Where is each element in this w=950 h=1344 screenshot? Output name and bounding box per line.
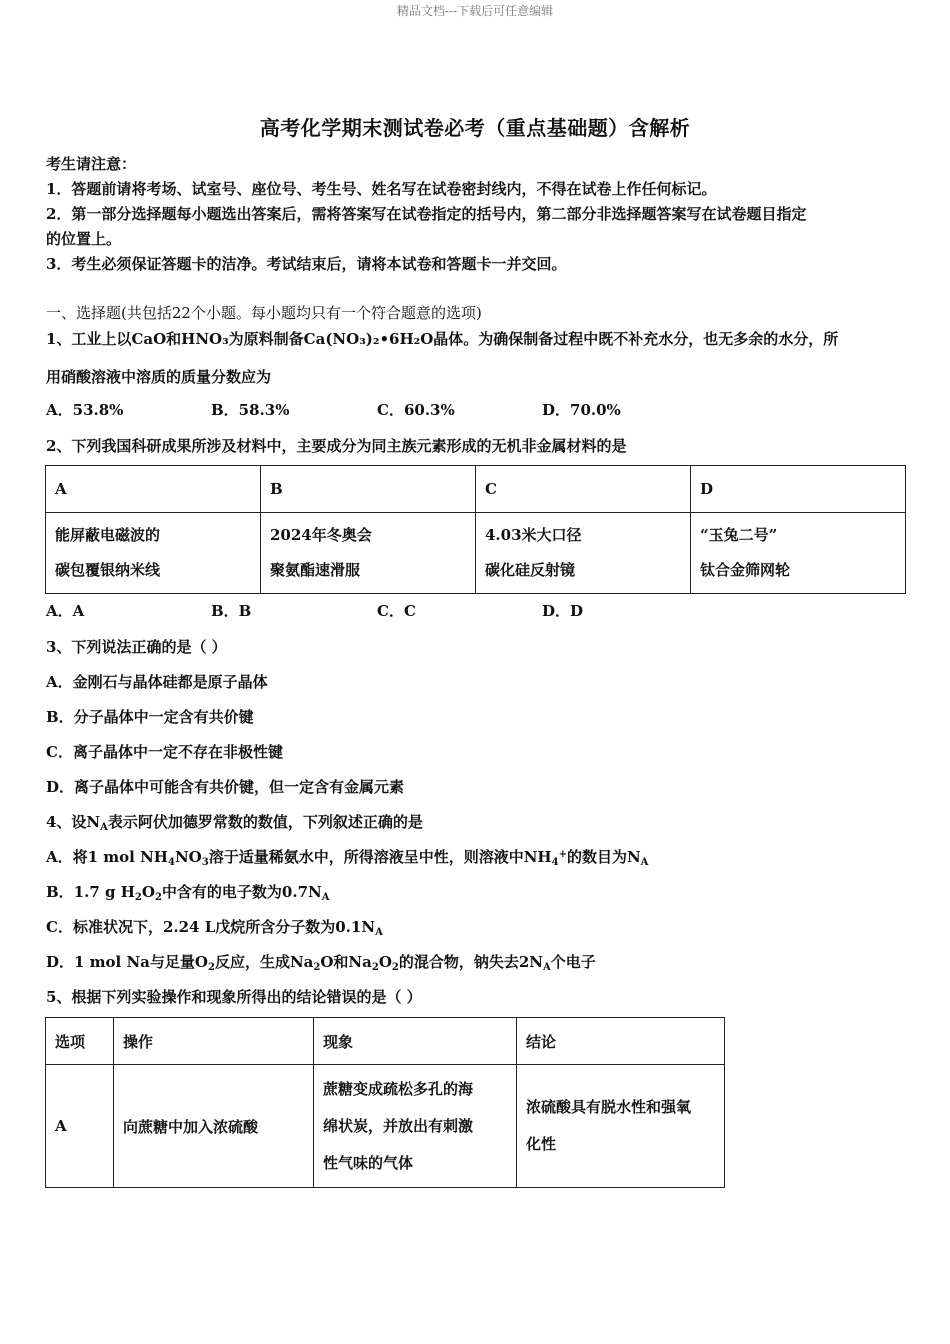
q2-option-b: B．B	[211, 602, 252, 620]
q2-stem: 2、下列我国科研成果所涉及材料中，主要成分为同主族元素形成的无机非金属材料的是	[46, 437, 627, 455]
q2-cell-b-line1: 2024年冬奥会	[270, 526, 372, 544]
q1-stem-cont: 用硝酸溶液中溶质的质量分数应为	[46, 368, 272, 386]
q2-header-b: B	[261, 466, 476, 513]
q2-option-c: C．C	[377, 602, 416, 620]
notice-item-3: 3．考生必须保证答题卡的洁净。考试结束后，请将本试卷和答题卡一并交回。	[46, 255, 567, 273]
q3-stem: 3、下列说法正确的是（ ）	[46, 638, 227, 656]
q5-row-phenomenon	[314, 1065, 517, 1188]
q2-cell-d-line2: 钛合金筛网轮	[700, 561, 791, 579]
q2-cell-c	[476, 513, 691, 594]
q4-option-c: C．标准状况下，2.24 L戊烷所含分子数为$0.1N_A$	[46, 918, 383, 938]
q2-cell-a	[46, 513, 261, 594]
q4-stem: 4、设$N_A$表示阿伏加德罗常数的数值，下列叙述正确的是	[46, 813, 423, 833]
q5-stem: 5、根据下列实验操作和现象所得出的结论错误的是（ ）	[46, 988, 422, 1006]
q2-cell-c-line2: 碳化硅反射镜	[485, 561, 576, 579]
q2-cell-a-line1: 能屏蔽电磁波的	[55, 526, 161, 544]
page-title: 高考化学期末测试卷必考（重点基础题）含解析	[259, 116, 691, 140]
q2-option-a: A．A	[46, 602, 85, 620]
q2-cell-a-line2: 碳包覆银纳米线	[55, 561, 161, 579]
q3-option-b: B．分子晶体中一定含有共价键	[46, 708, 254, 726]
q2-header-d: D	[691, 466, 906, 513]
q5-header-phenomenon: 现象	[314, 1018, 517, 1065]
q5-row-option: A	[46, 1065, 114, 1188]
q5-conclusion-line1: 浓硫酸具有脱水性和强氧	[526, 1098, 692, 1116]
notice-item-2-cont: 的位置上。	[46, 230, 122, 248]
q4-option-d: D．1 mol Na与足量$O_2$反应，生成$Na_2O$和$Na_2O_2$的混合物，钠失去$2N_A$个电子	[46, 953, 596, 973]
q5-phenomenon-line1: 蔗糖变成疏松多孔的海	[323, 1079, 474, 1098]
section-heading: 一、选择题(共包括22个小题。每小题均只有一个符合题意的选项)	[46, 304, 482, 322]
q1-option-d: D．70.0%	[542, 401, 621, 419]
q2-cell-d-line1: “玉兔二号”	[700, 526, 778, 544]
q3-option-d: D．离子晶体中可能含有共价键，但一定含有金属元素	[46, 778, 405, 796]
q2-cell-c-line1: 4.03米大口径	[485, 526, 582, 544]
q5-header-operation: 操作	[114, 1018, 314, 1065]
q4-option-a: A．将1 mol $NH_4NO_3$溶于适量稀氨水中，所得溶液呈中性，则溶液中$NH_4^+$的数目为$N_A$	[46, 848, 649, 868]
notice-item-2: 2．第一部分选择题每小题选出答案后，需将答案写在试卷指定的括号内，第二部分非选择题答案写在试卷题目指定	[46, 205, 807, 223]
q2-table	[45, 465, 906, 594]
q3-option-c: C．离子晶体中一定不存在非极性键	[46, 743, 283, 761]
q5-conclusion-line2: 化性	[526, 1135, 557, 1153]
q2-cell-d	[691, 513, 906, 594]
q2-cell-b	[261, 513, 476, 594]
q2-header-c: C	[476, 466, 691, 513]
q1-stem: 1、工业上以CaO和HNO₃为原料制备Ca(NO₃)₂•6H₂O晶体。为确保制备过程中既不补充水分，也无多余的水分，所	[46, 330, 839, 348]
q5-phenomenon-line3: 性气味的气体	[323, 1153, 414, 1172]
q2-option-d: D．D	[542, 602, 584, 620]
q1-option-c: C．60.3%	[377, 401, 455, 419]
q1-option-a: A．53.8%	[46, 401, 124, 419]
header-watermark: 精品文档---下载后可任意编辑	[396, 4, 554, 18]
q4-option-b: B．1.7 g $H_2O_2$中含有的电子数为$0.7N_A$	[46, 883, 330, 903]
q2-cell-b-line2: 聚氨酯速滑服	[270, 561, 361, 579]
q5-row-operation: 向蔗糖中加入浓硫酸	[114, 1065, 314, 1188]
q3-option-a: A．金刚石与晶体硅都是原子晶体	[46, 673, 268, 691]
q5-header-option: 选项	[46, 1018, 114, 1065]
notice-item-1: 1．答题前请将考场、试室号、座位号、考生号、姓名写在试卷密封线内，不得在试卷上作任何标记。	[46, 180, 717, 198]
q5-table	[45, 1017, 725, 1188]
q5-header-conclusion: 结论	[517, 1018, 725, 1065]
q5-row-conclusion	[517, 1065, 725, 1188]
notice-heading: 考生请注意：	[46, 155, 137, 173]
q2-header-a: A	[46, 466, 261, 513]
q1-option-b: B．58.3%	[211, 401, 290, 419]
q5-phenomenon-line2: 绵状炭，并放出有刺激	[323, 1116, 474, 1135]
